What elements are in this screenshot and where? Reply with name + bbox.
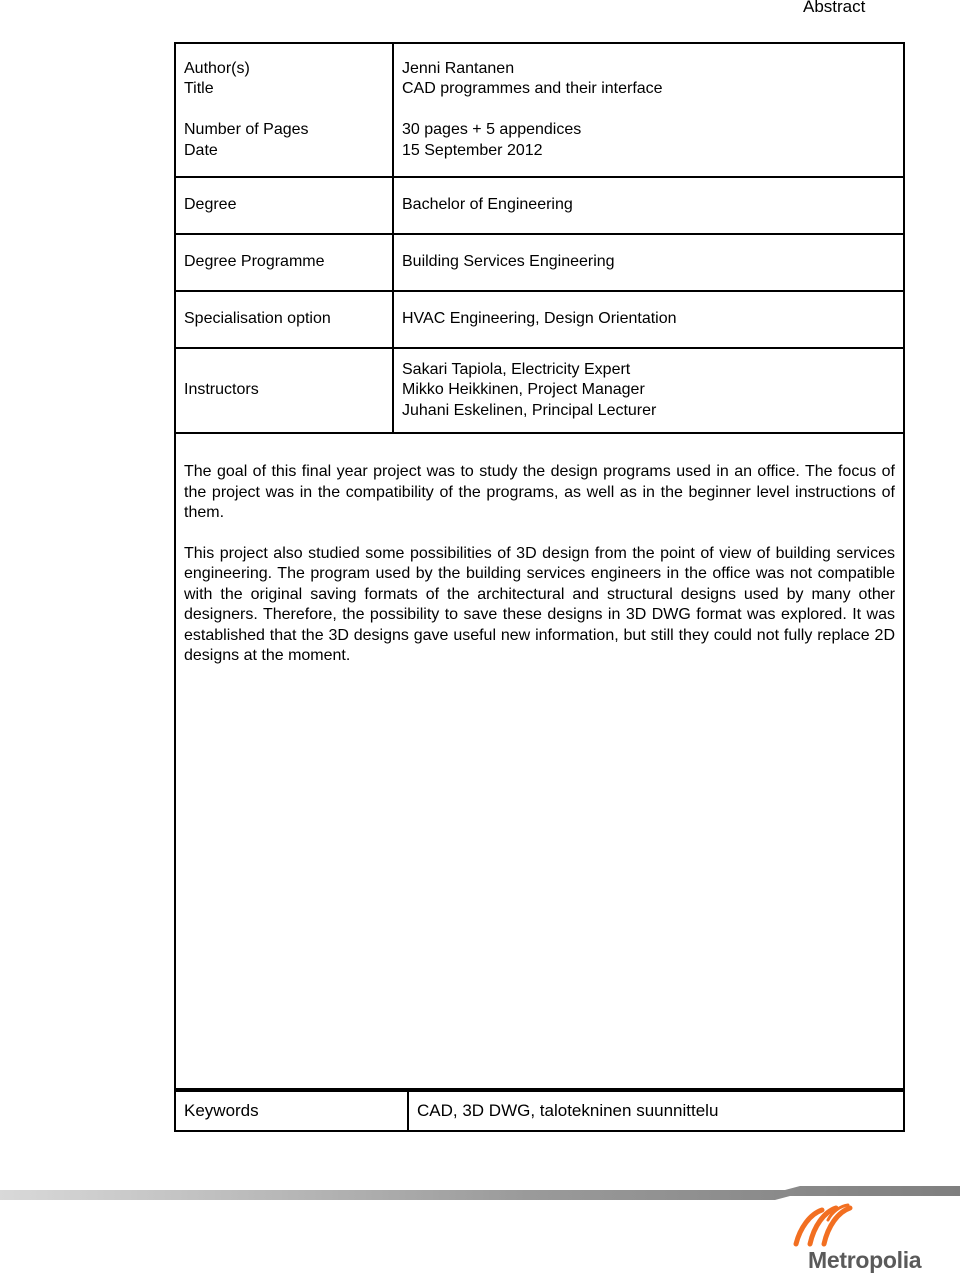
keywords-table bbox=[174, 1090, 905, 1132]
metadata-table bbox=[174, 42, 905, 434]
degree-row bbox=[175, 177, 904, 234]
author-title-row bbox=[175, 43, 904, 177]
meta-labels-cell bbox=[175, 43, 393, 177]
authors-value: Jenni Rantanen bbox=[402, 59, 515, 77]
metropolia-wordmark: Metropolia bbox=[808, 1247, 922, 1273]
abstract-paragraph: This project also studied some possibilities of 3D design from the point of view of building services engineering. The program used by the building services engineers in the office was not compatible with the original saving formats of the architectural and structural designs used by many other designers. Therefore, the possibility to save these designs in 3D DWG format was explored. It was established that the 3D designs gave useful new information, but still they could not fully replace 2D designs at the moment. bbox=[184, 544, 895, 664]
footer-bar bbox=[0, 1186, 960, 1200]
keywords-value: CAD, 3D DWG, talotekninen suunnittelu bbox=[408, 1091, 904, 1131]
pages-value: 30 pages + 5 appendices bbox=[402, 121, 582, 139]
instructor-line: Mikko Heikkinen, Project Manager bbox=[402, 381, 645, 399]
abstract-paragraph: The goal of this final year project was to study the design programs used in an office. The focus of the project was in the compatibility of the programs, as well as in the beginner level instructions of them. bbox=[184, 463, 895, 521]
degree-label: Degree bbox=[175, 177, 393, 234]
abstract-form bbox=[174, 42, 905, 1132]
title-label: Title bbox=[184, 80, 214, 98]
specialisation-value: HVAC Engineering, Design Orientation bbox=[393, 291, 904, 348]
programme-value: Building Services Engineering bbox=[393, 234, 904, 291]
instructors-label: Instructors bbox=[175, 348, 393, 433]
authors-label: Author(s) bbox=[184, 59, 250, 77]
keywords-row bbox=[175, 1091, 904, 1131]
degree-value: Bachelor of Engineering bbox=[393, 177, 904, 234]
instructors-row bbox=[175, 348, 904, 433]
title-value: CAD programmes and their interface bbox=[402, 80, 663, 98]
specialisation-label: Specialisation option bbox=[175, 291, 393, 348]
page-label: Abstract bbox=[803, 0, 866, 16]
date-value: 15 September 2012 bbox=[402, 141, 543, 159]
programme-label: Degree Programme bbox=[175, 234, 393, 291]
specialisation-row bbox=[175, 291, 904, 348]
keywords-label: Keywords bbox=[175, 1091, 408, 1131]
programme-row bbox=[175, 234, 904, 291]
instructor-line: Juhani Eskelinen, Principal Lecturer bbox=[402, 401, 657, 419]
abstract-body bbox=[174, 434, 905, 1090]
date-label: Date bbox=[184, 141, 218, 159]
pages-label: Number of Pages bbox=[184, 121, 309, 139]
instructors-value bbox=[393, 348, 904, 433]
instructor-line: Sakari Tapiola, Electricity Expert bbox=[402, 360, 631, 378]
meta-values-cell bbox=[393, 43, 904, 177]
